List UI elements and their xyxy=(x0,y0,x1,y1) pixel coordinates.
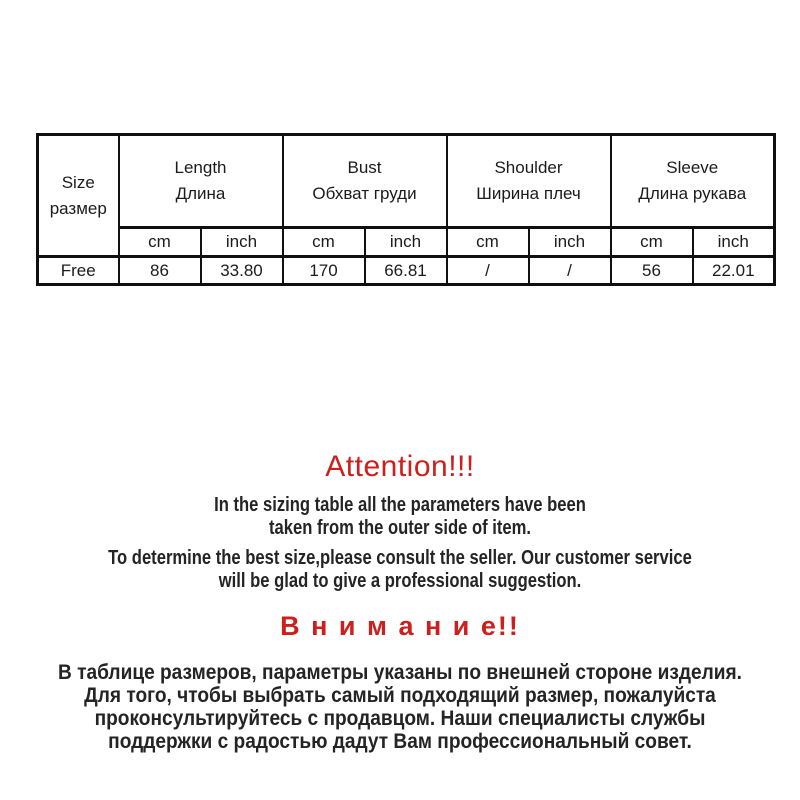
header-length-en: Length xyxy=(174,158,227,177)
unit-cell-shoulder-cm: cm xyxy=(447,228,529,257)
header-sleeve-en: Sleeve xyxy=(666,158,719,177)
attention-ru-line-1: В таблице размеров, параметры указаны по внешней стороне изделия. xyxy=(58,661,742,684)
header-shoulder-ru: Ширина плеч xyxy=(476,184,581,203)
attention-ru-line-3: проконсультируйтесь с продавцом. Наши специалисты службы xyxy=(94,707,706,730)
header-cell-shoulder xyxy=(447,135,611,228)
attention-en-line-3: To determine the best size,please consult the seller. Our customer service xyxy=(108,547,692,569)
table-data-row xyxy=(38,257,775,285)
unit-cell-length-cm: cm xyxy=(119,228,201,257)
attention-paragraph-ru xyxy=(36,661,764,753)
header-bust-ru: Обхват груди xyxy=(312,184,417,203)
attention-ru-line-4: поддержки с радостью дадут Вам профессиональный совет. xyxy=(108,730,692,753)
header-sleeve-ru: Длина рукава xyxy=(638,184,747,203)
value-cell-shoulder-inch: / xyxy=(529,257,611,285)
table-header-row xyxy=(38,135,775,228)
size-chart-table xyxy=(36,133,776,286)
value-cell-shoulder-cm: / xyxy=(447,257,529,285)
attention-en-line-1: In the sizing table all the parameters have been xyxy=(214,494,586,516)
attention-paragraph-en xyxy=(68,494,732,593)
value-cell-length-cm: 86 xyxy=(119,257,201,285)
header-cell-size xyxy=(38,135,119,257)
attention-en-line-2: taken from the outer side of item. xyxy=(269,517,531,539)
value-cell-bust-cm: 170 xyxy=(283,257,365,285)
attention-title-ru: В н и м а н и е!! xyxy=(280,611,520,641)
unit-cell-sleeve-cm: cm xyxy=(611,228,693,257)
header-length-ru: Длина xyxy=(175,184,226,203)
header-shoulder-en: Shoulder xyxy=(494,158,563,177)
unit-cell-shoulder-inch: inch xyxy=(529,228,611,257)
value-cell-sleeve-inch: 22.01 xyxy=(693,257,775,285)
unit-cell-length-inch: inch xyxy=(201,228,283,257)
header-cell-bust xyxy=(283,135,447,228)
unit-cell-bust-cm: cm xyxy=(283,228,365,257)
attention-en-line-4: will be glad to give a professional suggestion. xyxy=(218,570,582,592)
header-bust-en: Bust xyxy=(347,158,382,177)
header-cell-length xyxy=(119,135,283,228)
table-units-row xyxy=(38,228,775,257)
size-value-cell: Free xyxy=(38,257,119,285)
unit-cell-bust-inch: inch xyxy=(365,228,447,257)
attention-ru-line-2: Для того, чтобы выбрать самый подходящий размер, пожалуйста xyxy=(84,684,716,707)
value-cell-sleeve-cm: 56 xyxy=(611,257,693,285)
header-cell-sleeve xyxy=(611,135,775,228)
value-cell-length-inch: 33.80 xyxy=(201,257,283,285)
unit-cell-sleeve-inch: inch xyxy=(693,228,775,257)
value-cell-bust-inch: 66.81 xyxy=(365,257,447,285)
header-size-ru: размер xyxy=(49,198,107,218)
header-size-en: Size xyxy=(61,172,95,192)
attention-title-en: Attention!!! xyxy=(325,450,475,483)
